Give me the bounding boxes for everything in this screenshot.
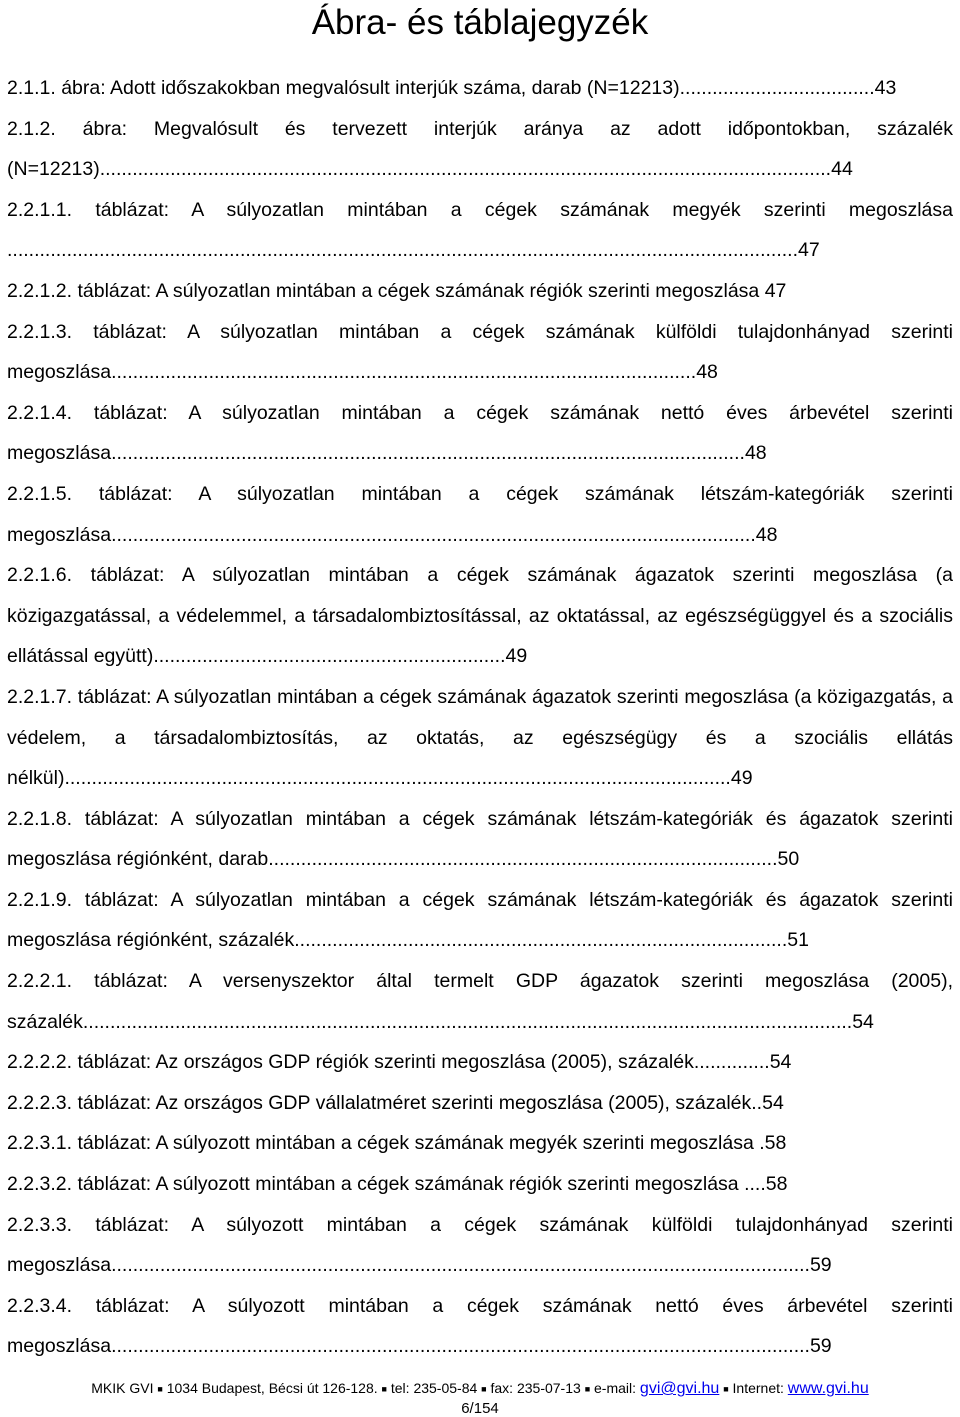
toc-entry[interactable] xyxy=(7,961,953,1042)
footer-email-label: e-mail: xyxy=(594,1380,637,1396)
page-footer xyxy=(0,1380,960,1397)
page-title: Ábra- és táblajegyzék xyxy=(311,3,649,42)
toc-entry-text: 2.2.3.2. táblázat: A súlyozott mintában a cégek számának régiók szerinti megoszlása xyxy=(7,1173,739,1196)
leader-dots: ..................................................................................................................... xyxy=(111,442,745,465)
toc-entry-text: 2.2.1.6. táblázat: A súlyozatlan mintában a cégek számának ágazatok szerinti megoszlása (a közigazgatással, a védelemmel, a társadalombiztosítással, az oktatással, az egészségüggyel és a szociális ellátással együtt) xyxy=(7,564,953,668)
toc-entry-page: 59 xyxy=(809,1254,832,1277)
toc-entry-text: 2.2.1.3. táblázat: A súlyozatlan mintában a cégek számának külföldi tulajdonhányad szerinti megoszlása xyxy=(7,320,953,384)
toc-entry-text: 2.1.1. ábra: Adott időszakokban megvalósult interjúk száma, darab (N=12213) xyxy=(7,77,680,99)
toc-entry-text: 2.2.1.5. táblázat: A súlyozatlan mintában a cégek számának létszám-kategóriák szerinti megoszlása xyxy=(7,482,953,546)
leader-dots: ................................................................................................................................. xyxy=(111,1254,810,1277)
leader-dots: .................................................................................................................................................. xyxy=(7,239,798,262)
toc-entry[interactable] xyxy=(7,474,953,555)
toc-entry[interactable] xyxy=(7,109,953,190)
footer-org: MKIK GVI xyxy=(91,1380,154,1396)
leader-dots: ........................................................................................... xyxy=(294,929,788,952)
leader-dots: ................................................................................................................................. xyxy=(111,1335,810,1358)
footer-tel: tel: 235-05-84 xyxy=(390,1380,478,1396)
bullet-square-icon: ■ xyxy=(723,1384,729,1394)
toc-entry-text: 2.2.3.1. táblázat: A súlyozott mintában a cégek számának megyék szerinti megoszlása xyxy=(7,1132,754,1155)
toc-entry[interactable] xyxy=(7,271,953,312)
toc-entry-page: 50 xyxy=(777,848,800,871)
toc-entry[interactable] xyxy=(7,555,953,677)
toc-entry-text: 2.2.2.1. táblázat: A versenyszektor által termelt GDP ágazatok szerinti megoszlása (2005), százalék xyxy=(7,970,953,1033)
toc-entry[interactable] xyxy=(7,1164,953,1205)
footer-email-link[interactable]: gvi@gvi.hu xyxy=(639,1380,720,1397)
toc-entry[interactable] xyxy=(7,393,953,474)
toc-entry[interactable] xyxy=(7,1286,953,1367)
footer-address: 1034 Budapest, Bécsi út 126-128. xyxy=(166,1380,378,1396)
toc-entry[interactable] xyxy=(7,1083,953,1124)
toc-entry-page: 54 xyxy=(762,1091,784,1114)
bullet-square-icon: ■ xyxy=(481,1384,487,1394)
footer-fax: fax: 235-07-13 xyxy=(490,1380,581,1396)
leader-dots: . xyxy=(753,1132,765,1155)
toc-entry-text: 2.2.1.1. táblázat: A súlyozatlan mintában a cégek számának megyék szerinti megoszlása xyxy=(7,198,953,221)
toc-entry-page: 47 xyxy=(798,239,820,262)
toc-entry-page: 43 xyxy=(874,77,897,99)
leader-dots: .................................... xyxy=(679,77,875,99)
leader-dots: ....................................................................................................................................... xyxy=(99,158,832,181)
toc-entry-page: 49 xyxy=(505,645,528,668)
toc-entry-page: 51 xyxy=(787,929,809,952)
bullet-square-icon: ■ xyxy=(157,1384,163,1394)
toc-entry[interactable] xyxy=(7,68,953,109)
toc-entry-page: 48 xyxy=(755,523,778,546)
leader-dots: .............................................................................................. xyxy=(268,848,778,871)
toc-entry-text: 2.2.2.3. táblázat: Az országos GDP vállalatméret szerinti megoszlása (2005), százalék xyxy=(7,1091,752,1114)
toc-entry-text: 2.2.1.9. táblázat: A súlyozatlan mintában a cégek számának létszám-kategóriák és ágazatok szerinti megoszlása régiónként, százalék xyxy=(7,888,953,952)
toc-entry-page: 47 xyxy=(764,279,787,302)
toc-entry[interactable] xyxy=(7,1205,953,1286)
footer-website-link[interactable]: www.gvi.hu xyxy=(787,1380,869,1397)
toc-entry-page: 58 xyxy=(765,1173,788,1196)
toc-entry-text: 2.2.1.7. táblázat: A súlyozatlan mintában a cégek számának ágazatok szerinti megoszlása (a közigazgatás, a védelem, a társadalombiztosítás, az oktatás, az egészségügy és a szociális ellátás nélkül) xyxy=(7,685,953,790)
leader-dots: .. xyxy=(751,1091,763,1114)
toc-entry-text: 2.2.1.2. táblázat: A súlyozatlan mintában a cégek számának régiók szerinti megoszlása xyxy=(7,279,760,302)
toc-entry-text: 2.2.3.4. táblázat: A súlyozott mintában a cégek számának nettó éves árbevétel szerinti megoszlása xyxy=(7,1294,953,1358)
toc-entry-page: 44 xyxy=(831,158,853,181)
leader-dots: .............. xyxy=(693,1051,770,1074)
footer-internet-label: Internet: xyxy=(732,1380,784,1396)
toc-entry-page: 48 xyxy=(696,361,718,384)
table-of-figures xyxy=(7,68,953,1367)
leader-dots: .... xyxy=(738,1173,766,1196)
leader-dots: ............................................................................................................ xyxy=(111,361,697,384)
toc-entry-page: 54 xyxy=(769,1051,792,1074)
toc-entry-page: 59 xyxy=(809,1335,832,1358)
toc-entry[interactable] xyxy=(7,880,953,961)
toc-entry[interactable] xyxy=(7,799,953,880)
toc-entry-page: 49 xyxy=(730,767,753,790)
toc-entry-page: 48 xyxy=(744,442,767,465)
toc-entry[interactable] xyxy=(7,677,953,799)
bullet-square-icon: ■ xyxy=(584,1384,591,1394)
toc-entry-text: 2.2.3.3. táblázat: A súlyozott mintában a cégek számának külföldi tulajdonhányad szerinti megoszlása xyxy=(7,1213,953,1277)
toc-entry-text: 2.2.1.4. táblázat: A súlyozatlan mintában a cégek számának nettó éves árbevétel szerinti megoszlása xyxy=(7,401,953,465)
page-number: 6/154 xyxy=(461,1400,499,1417)
toc-entry[interactable] xyxy=(7,190,953,271)
toc-entry-text: 2.1.2. ábra: Megvalósult és tervezett interjúk aránya az adott időpontokban, százalék (N=12213) xyxy=(7,117,953,181)
toc-entry[interactable] xyxy=(7,1042,953,1083)
toc-entry-page: 54 xyxy=(852,1010,874,1033)
toc-entry[interactable] xyxy=(7,1123,953,1164)
toc-entry-page: 58 xyxy=(764,1132,787,1155)
leader-dots: .............................................................................................................................................. xyxy=(82,1010,853,1033)
toc-entry-text: 2.2.1.8. táblázat: A súlyozatlan mintában a cégek számának létszám-kategóriák és ágazatok szerinti megoszlása régiónként, darab xyxy=(7,807,953,871)
bullet-square-icon: ■ xyxy=(381,1384,387,1394)
leader-dots: ........................................................................................................................... xyxy=(64,767,731,790)
leader-dots: ....................................................................................................................... xyxy=(111,523,756,546)
toc-entry-text: 2.2.2.2. táblázat: Az országos GDP régiók szerinti megoszlása (2005), százalék xyxy=(7,1051,694,1074)
toc-entry[interactable] xyxy=(7,312,953,393)
leader-dots: ................................................................. xyxy=(153,645,506,668)
